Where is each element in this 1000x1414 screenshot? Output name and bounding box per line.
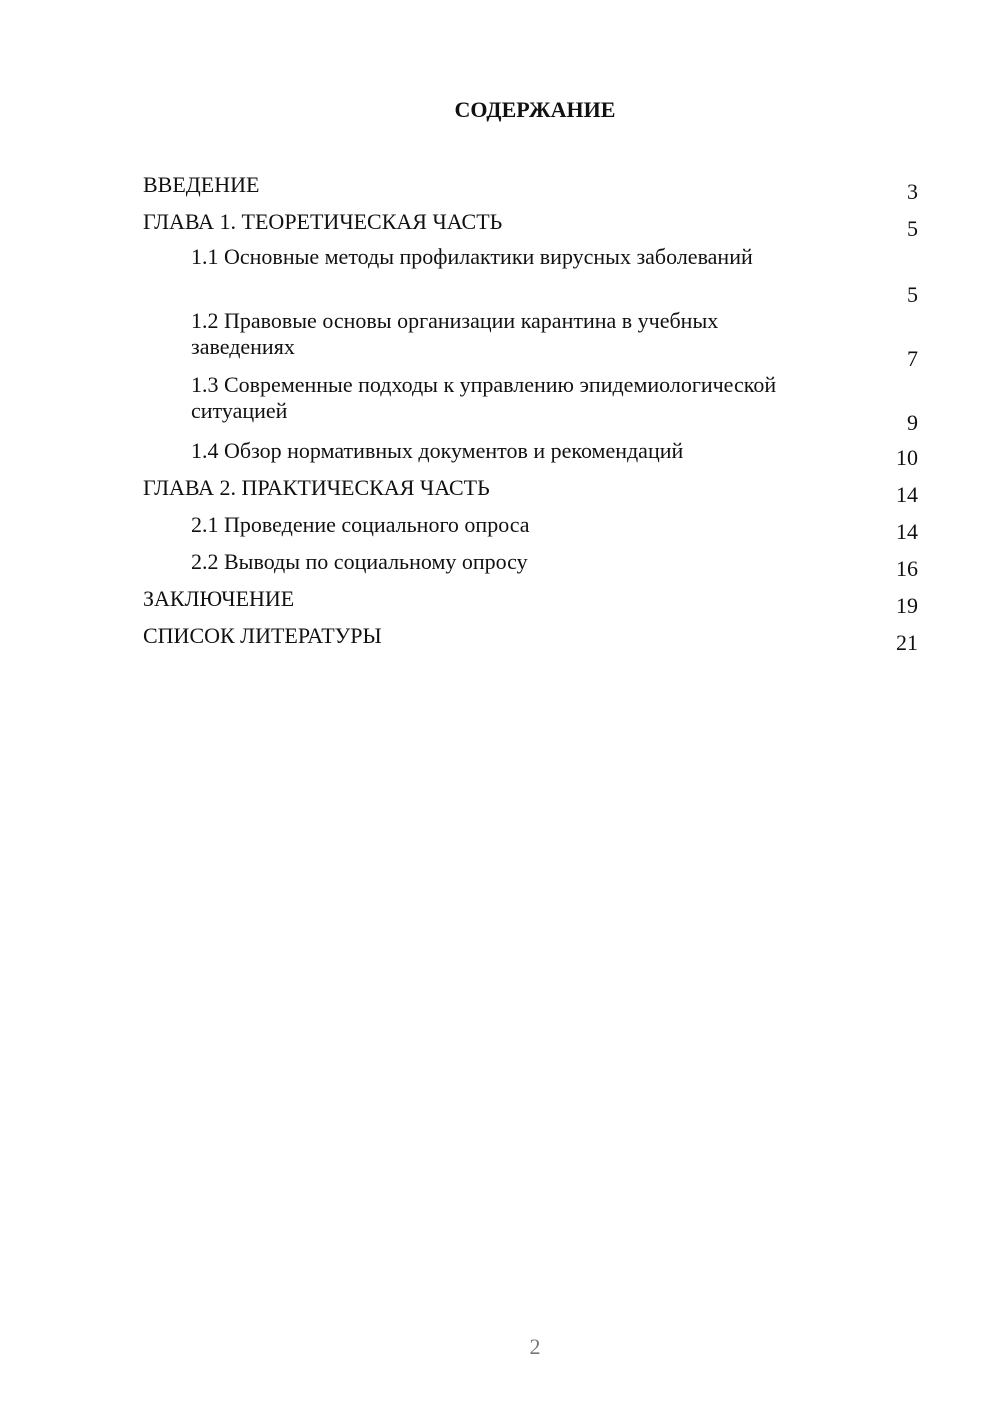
toc-entry-section-1-4[interactable] <box>143 436 918 473</box>
toc-entry-text: 2.2 Выводы по социальному опросу <box>191 549 528 574</box>
toc-entry-chapter-1[interactable] <box>143 207 918 244</box>
toc-entry-page: 7 <box>907 346 918 371</box>
toc-entry-text: 1.4 Обзор нормативных документов и рекомендаций <box>191 438 684 463</box>
toc-entry-page: 21 <box>896 630 918 655</box>
toc-entry-page: 9 <box>907 410 918 435</box>
toc-entry-chapter-2[interactable] <box>143 473 918 510</box>
toc-entry-page: 10 <box>896 445 918 470</box>
toc-entry-page: 5 <box>907 216 918 241</box>
toc-entry-text: ГЛАВА 2. ПРАКТИЧЕСКАЯ ЧАСТЬ <box>143 475 490 500</box>
toc-entry-text: ВВЕДЕНИЕ <box>143 172 260 197</box>
page-number: 2 <box>529 1334 541 1359</box>
table-of-contents <box>143 170 918 658</box>
toc-entry-text: ГЛАВА 1. ТЕОРЕТИЧЕСКАЯ ЧАСТЬ <box>143 209 503 234</box>
toc-entry-conclusion[interactable] <box>143 584 918 621</box>
toc-entry-introduction[interactable] <box>143 170 918 207</box>
toc-entry-section-1-1[interactable] <box>143 244 918 308</box>
toc-entry-page: 14 <box>896 519 918 544</box>
toc-entry-section-2-1[interactable] <box>143 510 918 547</box>
toc-entry-section-1-3[interactable] <box>143 372 918 436</box>
toc-entry-text: СПИСОК ЛИТЕРАТУРЫ <box>143 623 382 648</box>
page-title: СОДЕРЖАНИЕ <box>454 97 616 122</box>
toc-entry-page: 16 <box>896 556 918 581</box>
toc-entry-page: 19 <box>896 593 918 618</box>
toc-entry-text: 1.3 Современные подходы к управлению эпидемиологической ситуацией <box>191 372 777 423</box>
toc-entry-page: 14 <box>896 482 918 507</box>
toc-entry-text: ЗАКЛЮЧЕНИЕ <box>143 586 295 611</box>
toc-entry-text: 2.1 Проведение социального опроса <box>191 512 530 537</box>
toc-entry-references[interactable] <box>143 621 918 658</box>
toc-entry-page: 3 <box>907 179 918 204</box>
toc-entry-text: 1.2 Правовые основы организации карантина в учебных заведениях <box>191 308 719 359</box>
toc-entry-text: 1.1 Основные методы профилактики вирусных заболеваний <box>191 244 753 269</box>
toc-entry-page: 5 <box>907 282 918 307</box>
toc-entry-section-1-2[interactable] <box>143 308 918 372</box>
toc-entry-section-2-2[interactable] <box>143 547 918 584</box>
